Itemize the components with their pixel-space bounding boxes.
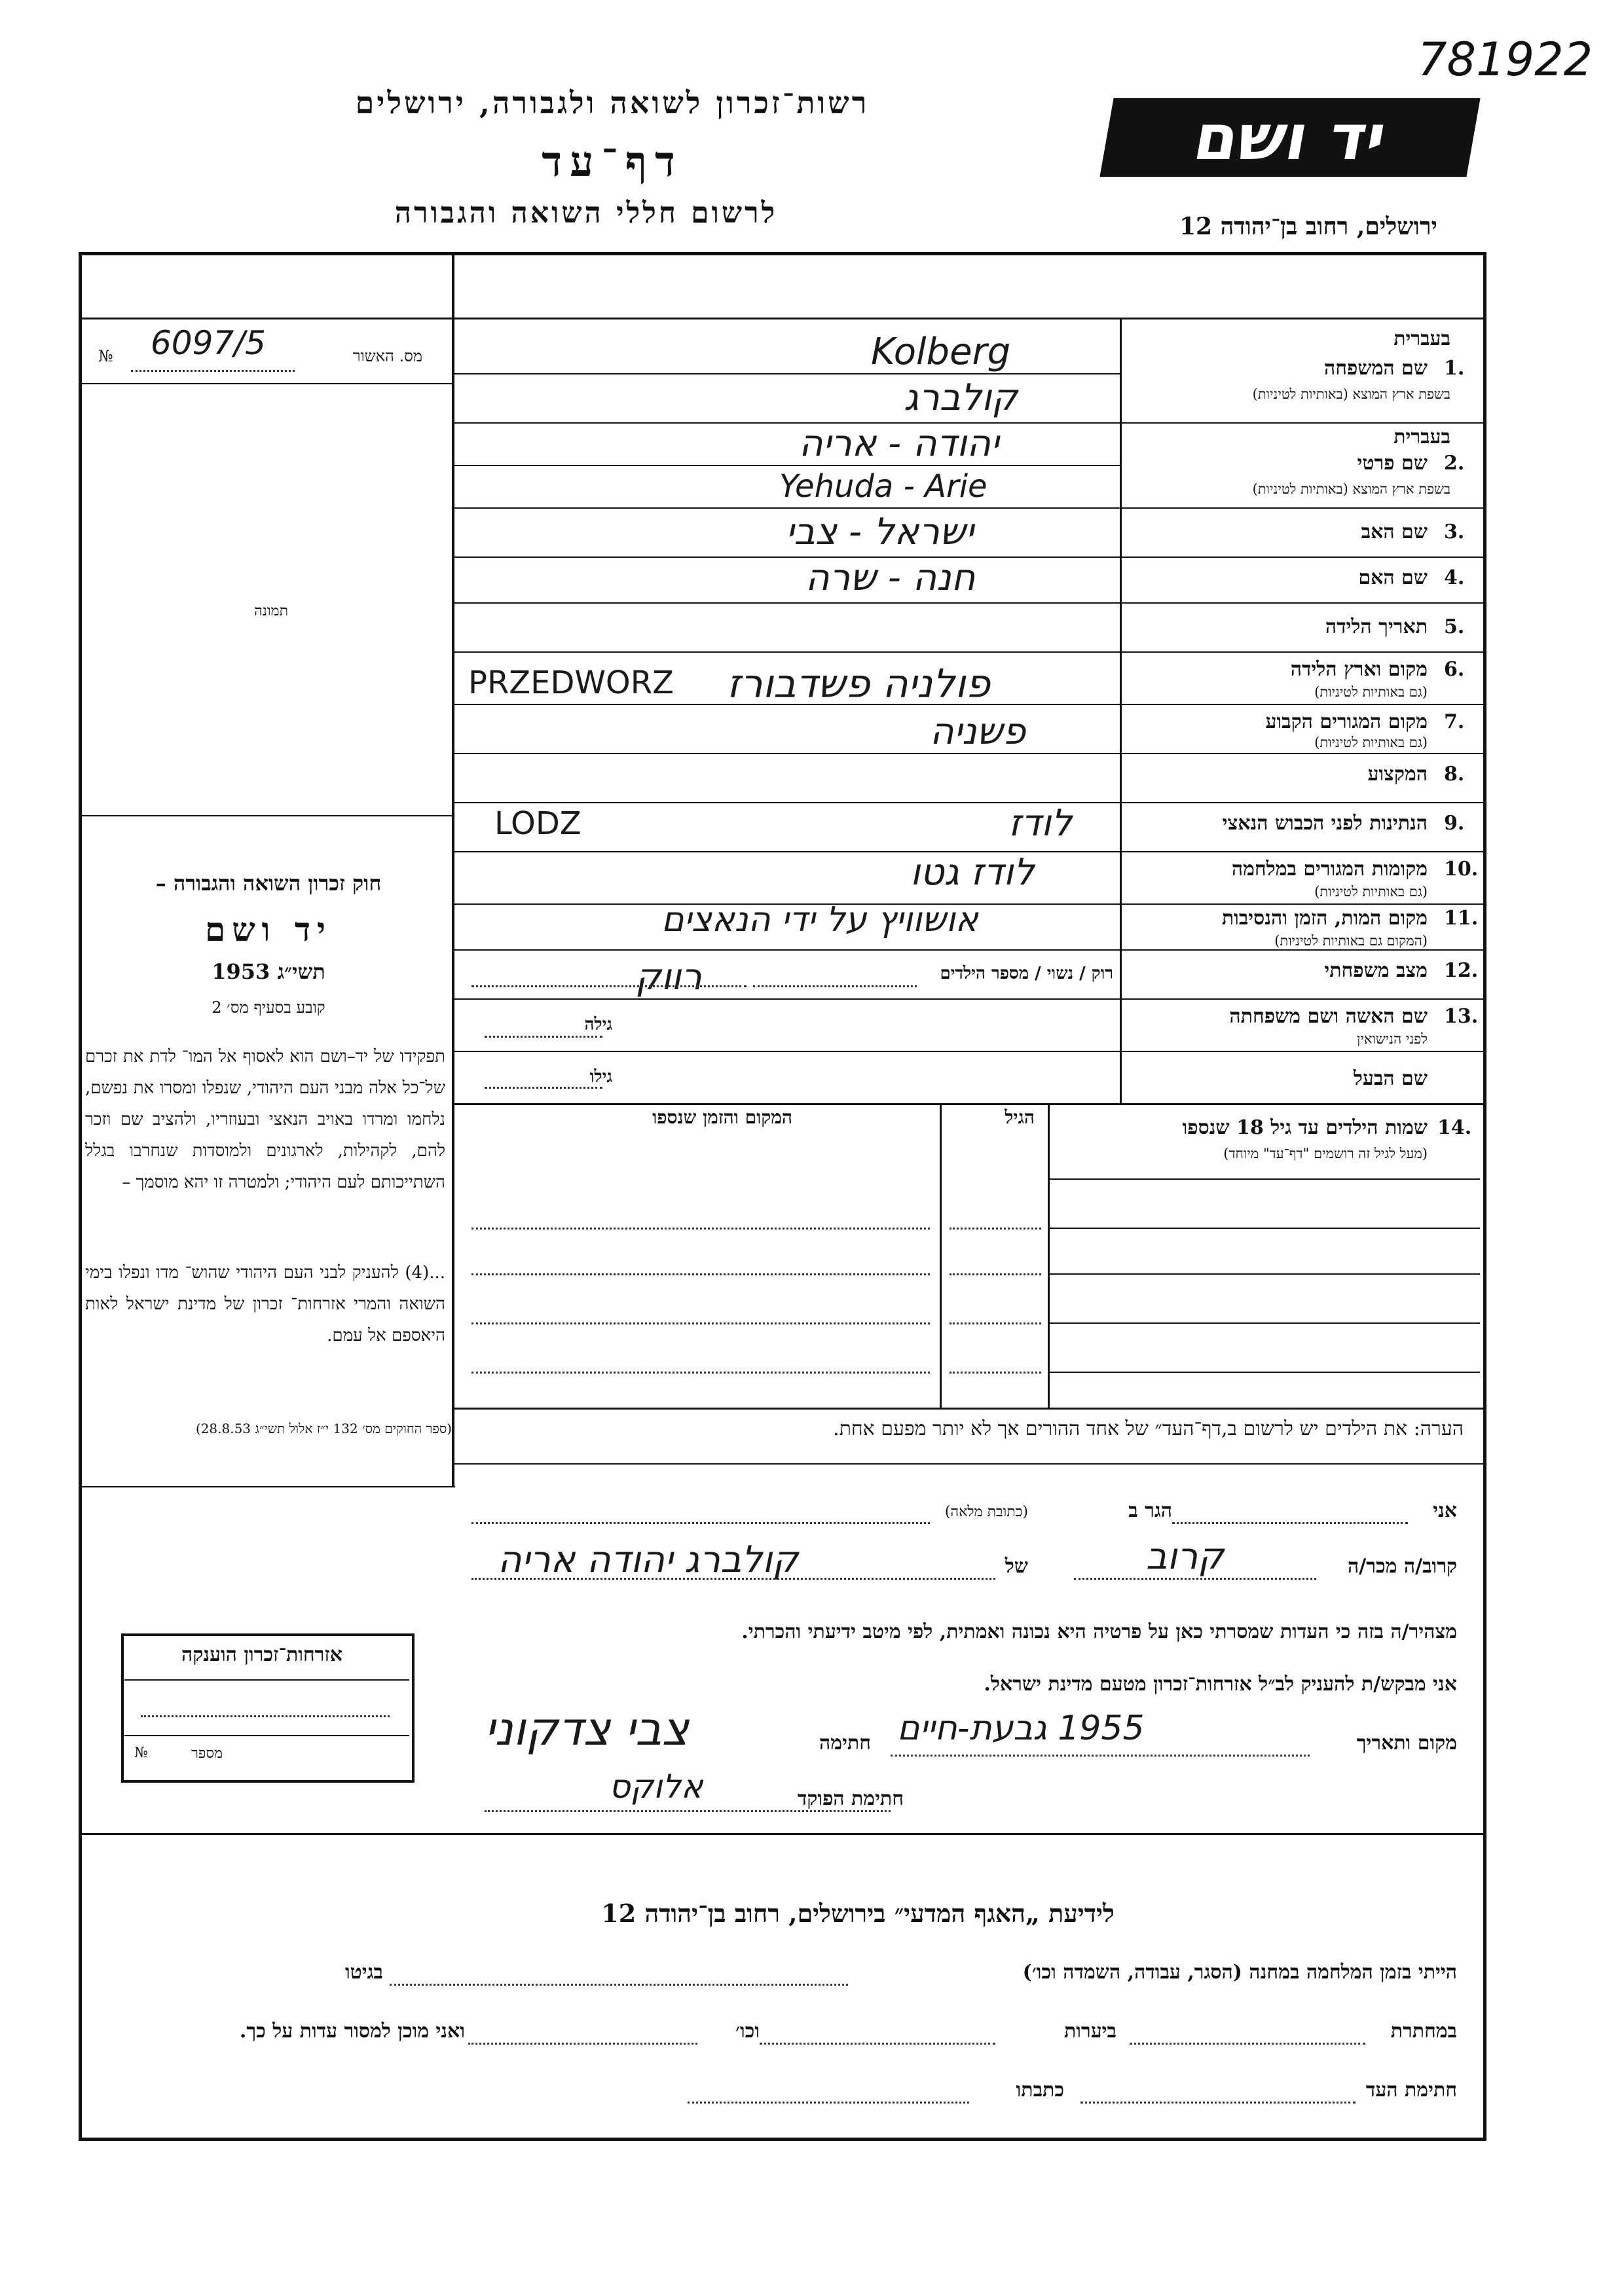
note-text: הערה: את הילדים יש לרשום ב,דף־העד״ של אחד ההורים אך לא יותר מפעם אחת. bbox=[833, 1417, 1464, 1440]
field-label-death: מקום המות, הזמן והנסיבות bbox=[1221, 907, 1428, 930]
sidebar-bottom bbox=[82, 1486, 455, 1487]
note-divider bbox=[452, 1463, 1483, 1465]
field-label-birthplace: מקום וארץ הלידה bbox=[1290, 658, 1428, 681]
yad-vashem-logo: יד ושם bbox=[1099, 98, 1480, 177]
law-year: תשי״ג 1953 bbox=[212, 959, 325, 984]
latin-note: (גם באותיות לטיניות) bbox=[1314, 735, 1428, 750]
field-number: 13. bbox=[1444, 1005, 1479, 1028]
children-dots bbox=[471, 1273, 930, 1275]
children-dots bbox=[471, 1228, 930, 1230]
children-col-line bbox=[940, 1103, 942, 1408]
doc-number: 781922 bbox=[1418, 33, 1593, 86]
citizenship-number-line bbox=[124, 1735, 409, 1736]
sidebar-divider bbox=[452, 255, 454, 1486]
law-paragraph-2: ...(4) להעניק לבני העם היהודי שהוש־ מדו ונפלו בימי השואה והמרי אזרחות־ זכרון של מדינת ישראל לאות היאספם אל עמם. bbox=[85, 1263, 445, 1345]
relation-dots bbox=[1074, 1578, 1316, 1580]
father-value: ישראל - צבי bbox=[786, 511, 974, 553]
latin-note: (גם באותיות לטיניות) bbox=[1314, 684, 1428, 700]
approval-label: מס. האשור bbox=[352, 347, 422, 365]
marital-dots bbox=[753, 985, 917, 987]
official-label: חתימת הפוקד bbox=[797, 1787, 904, 1810]
official-value: אלוקס bbox=[609, 1768, 703, 1806]
husband-age-label: גילו bbox=[589, 1067, 612, 1087]
marital-value: רווק bbox=[635, 956, 702, 998]
children-label: שמות הילדים עד גיל 18 שנספו bbox=[1182, 1116, 1428, 1139]
birthplace-latin-value: PRZEDWORZ bbox=[468, 665, 674, 701]
field-label-father: שם האב bbox=[1361, 520, 1428, 543]
photo-label: תמונה bbox=[254, 603, 288, 619]
field-label-profession: המקצוע bbox=[1367, 763, 1428, 786]
citizenship-title: אזרחות־זכרון הוענקה bbox=[181, 1643, 343, 1666]
citizenship-no: № bbox=[134, 1745, 148, 1761]
form-title: דף־עד bbox=[542, 137, 683, 187]
lang-origin-label: בשפת ארץ המוצא (באותיות לטיניות) bbox=[1252, 386, 1450, 402]
lang-heb-label: בעברית bbox=[1393, 426, 1450, 448]
info-underground-label: במחתרת bbox=[1390, 2020, 1457, 2043]
row-line bbox=[452, 373, 1120, 374]
field-number: 11. bbox=[1444, 907, 1479, 930]
info-address-label: כתבתו bbox=[1016, 2079, 1064, 2102]
info-etc-dots bbox=[468, 2043, 697, 2045]
wife-note: לפני הנישואין bbox=[1357, 1031, 1428, 1047]
children-bottom bbox=[452, 1408, 1483, 1410]
field-number: 10. bbox=[1444, 858, 1479, 881]
approval-dots bbox=[131, 370, 295, 372]
birthplace-heb-value: פולניה פשדבורז bbox=[727, 661, 991, 707]
info-forest-dots bbox=[760, 2043, 995, 2045]
info-witness-signature-label: חתימת העד bbox=[1365, 2079, 1457, 2102]
field-number: 3. bbox=[1444, 520, 1465, 543]
row-line bbox=[452, 1103, 1483, 1105]
form-subtitle: לרשום חללי השואה והגבורה bbox=[394, 196, 778, 230]
place-date-value: 1955 גבעת-חיים bbox=[897, 1709, 1145, 1748]
field-number: 8. bbox=[1444, 763, 1465, 786]
row-line bbox=[452, 602, 1483, 604]
info-witness-signature-dots bbox=[1080, 2102, 1356, 2104]
row-line bbox=[452, 802, 1483, 803]
citizenship-dots bbox=[141, 1715, 390, 1717]
wife-age-dots bbox=[485, 1036, 602, 1038]
field-number: 4. bbox=[1444, 566, 1465, 589]
label-divider bbox=[1120, 318, 1122, 1103]
citizenship-number-label: מספר bbox=[191, 1745, 223, 1762]
declaration-i: אני bbox=[1433, 1499, 1457, 1522]
row-line bbox=[452, 651, 1483, 653]
mother-value: חנה - שרה bbox=[805, 556, 976, 599]
of-dots bbox=[471, 1578, 995, 1580]
field-number: 6. bbox=[1444, 658, 1465, 681]
row-line bbox=[452, 1051, 1483, 1052]
official-dots bbox=[485, 1810, 891, 1812]
law-citation: (ספר החוקים מס׳ 132 י״ז אלול תשי״ג 28.8.53) bbox=[195, 1421, 452, 1436]
authority-title: רשות־זכרון לשואה ולגבורה, ירושלים bbox=[355, 85, 870, 120]
children-note: (מעל לגיל זה רושמים "דף־עד" מיוחד) bbox=[1223, 1146, 1428, 1161]
citizenship-title-line bbox=[124, 1679, 409, 1681]
relation-value: קרוב bbox=[1146, 1535, 1224, 1578]
latin-note: (המקום גם באותיות לטיניות) bbox=[1274, 933, 1428, 949]
field-label-marital: מצב משפחתי bbox=[1324, 959, 1428, 982]
field-number: 2. bbox=[1444, 452, 1465, 475]
surname-latin-value: Kolberg bbox=[871, 331, 1011, 373]
surname-heb-value: קולברג bbox=[904, 376, 1018, 419]
place-date-dots bbox=[891, 1755, 1310, 1757]
field-label-wartime-residence: מקומות המגורים במלחמה bbox=[1231, 858, 1428, 881]
field-label-firstname: שם פרטי bbox=[1357, 452, 1428, 475]
row-line bbox=[452, 998, 1483, 1000]
of-value: קולברג יהודה אריה bbox=[498, 1539, 799, 1581]
children-row-line bbox=[1048, 1372, 1480, 1373]
children-dots bbox=[950, 1322, 1041, 1324]
photo-divider bbox=[82, 815, 452, 816]
declaration-name-dots bbox=[1172, 1522, 1408, 1524]
field-number: 9. bbox=[1444, 812, 1465, 835]
citizenship-heb-value: לודז bbox=[1008, 802, 1073, 845]
signature-label: חתימה bbox=[819, 1732, 871, 1755]
field-number: 14. bbox=[1437, 1116, 1472, 1139]
info-camp-dots bbox=[390, 1984, 848, 1986]
children-age-header: הגיל bbox=[1005, 1106, 1035, 1128]
children-dots bbox=[471, 1322, 930, 1324]
declaration-address-hint: (כתובת מלאה) bbox=[944, 1504, 1028, 1520]
field-label-mother: שם האם bbox=[1358, 566, 1428, 589]
death-value: אושוויץ על ידי הנאצים bbox=[661, 900, 978, 939]
top-divider bbox=[82, 318, 1483, 319]
latin-note: (גם באותיות לטיניות) bbox=[1314, 884, 1428, 900]
children-dots bbox=[950, 1372, 1041, 1374]
wartime-residence-value: לודז גטו bbox=[910, 851, 1035, 894]
field-label-citizenship: הנתינות לפני הכבוש הנאצי bbox=[1222, 812, 1428, 835]
relative-label: קרוב/ה מכר/ה bbox=[1348, 1555, 1457, 1578]
field-label-birthdate: תאריך הלידה bbox=[1325, 615, 1428, 638]
field-number: 5. bbox=[1444, 615, 1465, 638]
law-clause: קובע בסעיף מס׳ 2 bbox=[212, 998, 325, 1017]
info-forest-label: ביערות bbox=[1063, 2020, 1116, 2043]
law-title: חוק זכרון השואה והגבורה – bbox=[155, 871, 382, 896]
info-ghetto-label: בגיטו bbox=[344, 1961, 383, 1984]
statement-text: מצהיר/ה בזה כי העדות שמסרתי כאן על פרטיה היא נכונה ואמתית, לפי מיטב ידיעתי והכרתי. bbox=[741, 1620, 1457, 1643]
row-line bbox=[452, 465, 1120, 466]
info-camp-label: הייתי בזמן המלחמה במחנה (הסגר, עבודה, השמדה וכו׳) bbox=[1022, 1961, 1457, 1984]
field-number: 1. bbox=[1444, 357, 1465, 380]
field-number: 7. bbox=[1444, 710, 1465, 733]
children-dots bbox=[471, 1372, 930, 1374]
husband-age-dots bbox=[485, 1087, 602, 1089]
info-underground-dots bbox=[1130, 2043, 1365, 2045]
approval-divider bbox=[82, 383, 452, 384]
children-row-line bbox=[1048, 1178, 1480, 1180]
declaration-address-dots bbox=[471, 1522, 930, 1524]
info-title: לידיעת „האגף המדעי״ בירושלים, רחוב בן־יהודה 12 bbox=[601, 1899, 1115, 1928]
approval-value: 6097/5 bbox=[151, 324, 266, 362]
address: ירושלים, רחוב בן־יהודה 12 bbox=[1179, 213, 1437, 240]
field-number: 12. bbox=[1444, 959, 1479, 982]
signature-value: צבי צדקוני bbox=[485, 1702, 690, 1756]
children-place-header: המקום והזמן שנספו bbox=[652, 1106, 792, 1128]
approval-no: № bbox=[98, 347, 113, 365]
firstname-latin-value: Yehuda - Arie bbox=[779, 468, 987, 505]
children-row-line bbox=[1048, 1228, 1480, 1229]
row-line bbox=[452, 507, 1483, 509]
marital-options: רוק / נשוי / מספר הילדים bbox=[940, 964, 1113, 983]
law-paragraph-1: תפקידו של יד–ושם הוא לאסוף אל המו־ לדת את זכרם של־כל אלה מבני העם היהודי, שנפלו ומסרו את נפשם, נלחמו ומרדו באויב הנאצי ובעוזריו, ולהציב שם וזכר להם, לקהילות, לארגונים ולמוסדות שנחרבו בגלל השתייכותם לעם היהודי; ולמטרה זו יהא מוסמך – bbox=[85, 1047, 445, 1192]
info-etc-label: וכו׳ bbox=[735, 2020, 760, 2043]
place-date-label: מקום ותאריך bbox=[1356, 1732, 1457, 1755]
lang-heb-label: בעברית bbox=[1393, 327, 1450, 350]
field-label-husband: שם הבעל bbox=[1353, 1067, 1428, 1090]
citizenship-latin-value: LODZ bbox=[494, 805, 581, 842]
row-line bbox=[452, 949, 1483, 951]
children-dots bbox=[950, 1228, 1041, 1230]
children-row-line bbox=[1048, 1273, 1480, 1275]
info-testimony-text: ואני מוכן למסור עדות על כך. bbox=[239, 2020, 465, 2043]
info-address-dots bbox=[688, 2102, 969, 2104]
law-name: יד ושם bbox=[205, 910, 332, 949]
field-label-residence: מקום המגורים הקבוע bbox=[1265, 710, 1428, 733]
residence-value: פשניה bbox=[930, 710, 1026, 753]
declaration-residing: הגר ב bbox=[1128, 1499, 1172, 1522]
field-label-surname: שם המשפחה bbox=[1323, 357, 1428, 380]
children-dots bbox=[950, 1273, 1041, 1275]
of-label: של bbox=[1005, 1555, 1028, 1578]
lang-origin-label: בשפת ארץ המוצא (באותיות לטיניות) bbox=[1252, 481, 1450, 497]
children-row-line bbox=[1048, 1322, 1480, 1324]
marital-value-dots bbox=[471, 985, 747, 987]
firstname-heb-value: יהודה - אריה bbox=[799, 422, 999, 465]
wife-age-label: גילה bbox=[584, 1015, 612, 1034]
field-label-wife: שם האשה ושם משפחתה bbox=[1229, 1005, 1428, 1028]
request-text: אני מבקש/ת להעניק לב״ל אזרחות־זכרון מטעם מדינת ישראל. bbox=[984, 1673, 1457, 1696]
children-col-line bbox=[1048, 1103, 1050, 1408]
row-line bbox=[452, 753, 1483, 754]
info-divider bbox=[82, 1833, 1483, 1835]
